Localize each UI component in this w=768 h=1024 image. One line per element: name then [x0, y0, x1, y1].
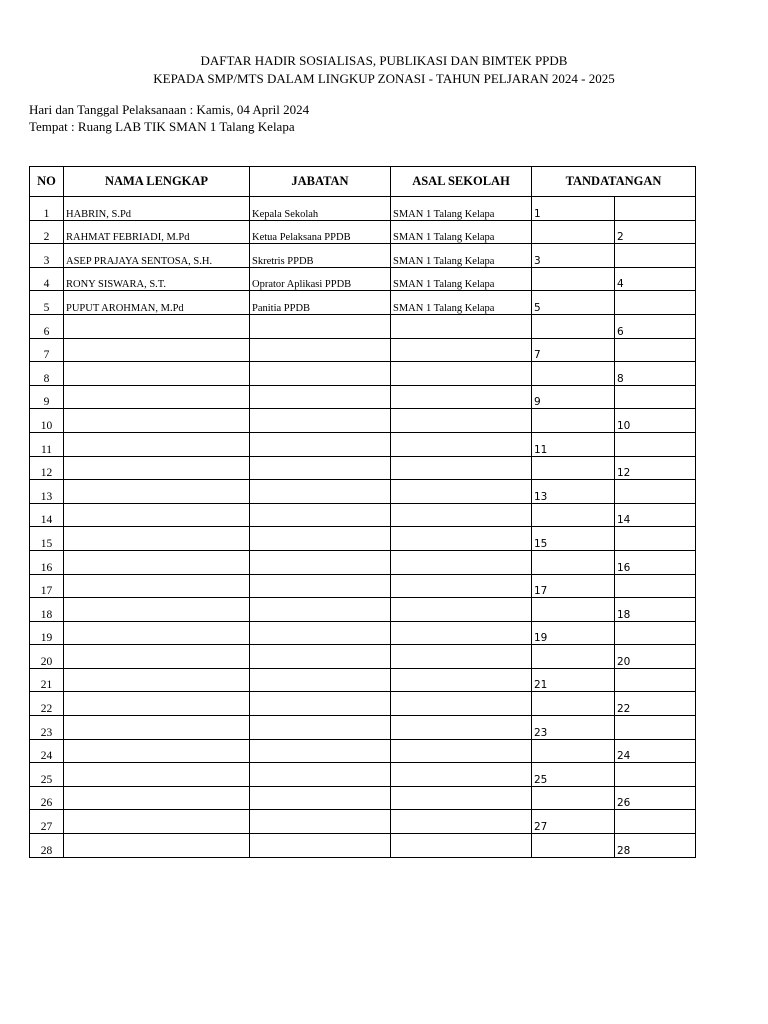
cell-no: 4 — [30, 267, 64, 291]
event-date: Hari dan Tanggal Pelaksanaan : Kamis, 04 April 2024 — [29, 102, 310, 117]
cell-signature-right: 24 — [615, 739, 696, 763]
cell-asal-sekolah: SMAN 1 Talang Kelapa — [391, 291, 532, 315]
cell-signature-right: 18 — [615, 598, 696, 622]
table-row — [30, 645, 696, 669]
cell-signature-left — [532, 314, 615, 338]
cell-signature-right — [615, 291, 696, 315]
cell-asal-sekolah — [391, 645, 532, 669]
table-row — [30, 621, 696, 645]
cell-asal-sekolah — [391, 786, 532, 810]
cell-signature-left: 7 — [532, 338, 615, 362]
cell-asal-sekolah — [391, 598, 532, 622]
cell-nama — [64, 692, 250, 716]
cell-asal-sekolah — [391, 668, 532, 692]
cell-nama: RONY SISWARA, S.T. — [64, 267, 250, 291]
cell-asal-sekolah — [391, 834, 532, 858]
cell-asal-sekolah: SMAN 1 Talang Kelapa — [391, 244, 532, 268]
cell-asal-sekolah — [391, 550, 532, 574]
cell-signature-left: 9 — [532, 385, 615, 409]
cell-no: 12 — [30, 456, 64, 480]
table-row — [30, 550, 696, 574]
header-jabatan: JABATAN — [250, 167, 391, 197]
table-row — [30, 220, 696, 244]
cell-signature-right — [615, 480, 696, 504]
cell-nama — [64, 409, 250, 433]
cell-jabatan — [250, 810, 391, 834]
cell-signature-right: 14 — [615, 503, 696, 527]
cell-signature-left: 1 — [532, 197, 615, 221]
cell-asal-sekolah: SMAN 1 Talang Kelapa — [391, 197, 532, 221]
table-row — [30, 763, 696, 787]
cell-nama — [64, 786, 250, 810]
table-header-row — [30, 167, 696, 197]
cell-signature-left — [532, 267, 615, 291]
cell-jabatan — [250, 409, 391, 433]
cell-jabatan — [250, 527, 391, 551]
cell-asal-sekolah — [391, 810, 532, 834]
table-row — [30, 527, 696, 551]
table-row — [30, 244, 696, 268]
cell-no: 24 — [30, 739, 64, 763]
cell-no: 20 — [30, 645, 64, 669]
cell-no: 1 — [30, 197, 64, 221]
cell-signature-left — [532, 220, 615, 244]
cell-asal-sekolah — [391, 314, 532, 338]
cell-no: 21 — [30, 668, 64, 692]
cell-nama — [64, 338, 250, 362]
cell-nama: PUPUT AROHMAN, M.Pd — [64, 291, 250, 315]
cell-nama — [64, 456, 250, 480]
cell-asal-sekolah: SMAN 1 Talang Kelapa — [391, 220, 532, 244]
cell-jabatan — [250, 621, 391, 645]
cell-signature-left — [532, 739, 615, 763]
cell-signature-right: 4 — [615, 267, 696, 291]
cell-nama — [64, 480, 250, 504]
document-subtitle: KEPADA SMP/MTS DALAM LINGKUP ZONASI - TAHUN PELJARAN 2024 - 2025 — [153, 71, 615, 86]
header-no: NO — [30, 167, 64, 197]
cell-signature-right — [615, 716, 696, 740]
cell-signature-right — [615, 574, 696, 598]
cell-signature-right — [615, 338, 696, 362]
cell-jabatan — [250, 834, 391, 858]
cell-no: 2 — [30, 220, 64, 244]
cell-signature-left: 25 — [532, 763, 615, 787]
document-title: DAFTAR HADIR SOSIALISAS, PUBLIKASI DAN BIMTEK PPDB — [200, 53, 568, 68]
cell-asal-sekolah — [391, 503, 532, 527]
cell-nama — [64, 834, 250, 858]
header-nama: NAMA LENGKAP — [64, 167, 250, 197]
cell-asal-sekolah — [391, 362, 532, 386]
cell-no: 25 — [30, 763, 64, 787]
table-row — [30, 338, 696, 362]
cell-jabatan — [250, 645, 391, 669]
cell-signature-left: 5 — [532, 291, 615, 315]
cell-no: 26 — [30, 786, 64, 810]
cell-jabatan — [250, 598, 391, 622]
cell-asal-sekolah — [391, 527, 532, 551]
cell-signature-right: 28 — [615, 834, 696, 858]
cell-jabatan: Kepala Sekolah — [250, 197, 391, 221]
cell-no: 22 — [30, 692, 64, 716]
cell-asal-sekolah — [391, 574, 532, 598]
cell-signature-left — [532, 834, 615, 858]
event-place: Tempat : Ruang LAB TIK SMAN 1 Talang Kelapa — [29, 119, 295, 134]
cell-no: 23 — [30, 716, 64, 740]
table-row — [30, 314, 696, 338]
table-row — [30, 716, 696, 740]
cell-signature-right — [615, 197, 696, 221]
table-row — [30, 692, 696, 716]
cell-nama — [64, 314, 250, 338]
cell-signature-left: 19 — [532, 621, 615, 645]
cell-signature-left — [532, 786, 615, 810]
cell-signature-left: 11 — [532, 432, 615, 456]
cell-nama: RAHMAT FEBRIADI, M.Pd — [64, 220, 250, 244]
cell-no: 17 — [30, 574, 64, 598]
cell-nama — [64, 668, 250, 692]
cell-nama — [64, 810, 250, 834]
cell-jabatan — [250, 739, 391, 763]
cell-jabatan: Skretris PPDB — [250, 244, 391, 268]
cell-asal-sekolah — [391, 432, 532, 456]
cell-nama — [64, 645, 250, 669]
cell-jabatan — [250, 692, 391, 716]
cell-signature-left: 21 — [532, 668, 615, 692]
cell-nama — [64, 527, 250, 551]
cell-signature-left: 13 — [532, 480, 615, 504]
cell-signature-right — [615, 244, 696, 268]
table-row — [30, 668, 696, 692]
cell-nama: HABRIN, S.Pd — [64, 197, 250, 221]
cell-no: 11 — [30, 432, 64, 456]
table-row — [30, 362, 696, 386]
cell-nama — [64, 716, 250, 740]
table-row — [30, 480, 696, 504]
cell-nama: ASEP PRAJAYA SENTOSA, S.H. — [64, 244, 250, 268]
cell-signature-right — [615, 621, 696, 645]
cell-nama — [64, 432, 250, 456]
cell-asal-sekolah — [391, 763, 532, 787]
table-row — [30, 456, 696, 480]
cell-signature-right: 26 — [615, 786, 696, 810]
cell-jabatan: Oprator Aplikasi PPDB — [250, 267, 391, 291]
cell-jabatan — [250, 362, 391, 386]
table-row — [30, 834, 696, 858]
cell-asal-sekolah — [391, 480, 532, 504]
cell-no: 19 — [30, 621, 64, 645]
cell-signature-left — [532, 692, 615, 716]
cell-jabatan — [250, 786, 391, 810]
cell-signature-left: 27 — [532, 810, 615, 834]
cell-signature-right: 12 — [615, 456, 696, 480]
cell-signature-left: 15 — [532, 527, 615, 551]
cell-nama — [64, 763, 250, 787]
cell-asal-sekolah: SMAN 1 Talang Kelapa — [391, 267, 532, 291]
cell-no: 16 — [30, 550, 64, 574]
table-row — [30, 810, 696, 834]
header-tandatangan: TANDATANGAN — [532, 167, 696, 197]
cell-jabatan — [250, 503, 391, 527]
cell-signature-left — [532, 550, 615, 574]
cell-jabatan — [250, 574, 391, 598]
table-row — [30, 267, 696, 291]
cell-signature-right — [615, 668, 696, 692]
table-row — [30, 786, 696, 810]
cell-jabatan — [250, 385, 391, 409]
cell-no: 8 — [30, 362, 64, 386]
cell-asal-sekolah — [391, 692, 532, 716]
cell-nama — [64, 621, 250, 645]
cell-no: 3 — [30, 244, 64, 268]
cell-signature-right: 6 — [615, 314, 696, 338]
cell-nama — [64, 385, 250, 409]
cell-no: 5 — [30, 291, 64, 315]
cell-signature-right — [615, 810, 696, 834]
table-row — [30, 197, 696, 221]
cell-nama — [64, 503, 250, 527]
table-row — [30, 739, 696, 763]
cell-jabatan — [250, 456, 391, 480]
cell-signature-left — [532, 456, 615, 480]
cell-no: 15 — [30, 527, 64, 551]
cell-signature-right: 2 — [615, 220, 696, 244]
cell-signature-right: 8 — [615, 362, 696, 386]
cell-asal-sekolah — [391, 338, 532, 362]
cell-signature-left: 3 — [532, 244, 615, 268]
cell-asal-sekolah — [391, 456, 532, 480]
cell-signature-right — [615, 527, 696, 551]
cell-asal-sekolah — [391, 621, 532, 645]
cell-no: 14 — [30, 503, 64, 527]
cell-jabatan — [250, 716, 391, 740]
cell-nama — [64, 739, 250, 763]
cell-signature-left — [532, 645, 615, 669]
cell-signature-right: 22 — [615, 692, 696, 716]
cell-jabatan — [250, 314, 391, 338]
table-row — [30, 598, 696, 622]
cell-no: 9 — [30, 385, 64, 409]
cell-jabatan — [250, 668, 391, 692]
cell-no: 13 — [30, 480, 64, 504]
cell-jabatan: Ketua Pelaksana PPDB — [250, 220, 391, 244]
table-row — [30, 574, 696, 598]
cell-jabatan — [250, 763, 391, 787]
table-body — [30, 197, 696, 858]
cell-signature-right — [615, 763, 696, 787]
cell-nama — [64, 598, 250, 622]
table-row — [30, 432, 696, 456]
cell-no: 28 — [30, 834, 64, 858]
cell-signature-right: 16 — [615, 550, 696, 574]
cell-asal-sekolah — [391, 716, 532, 740]
cell-jabatan: Panitia PPDB — [250, 291, 391, 315]
cell-no: 18 — [30, 598, 64, 622]
cell-jabatan — [250, 338, 391, 362]
cell-signature-left — [532, 362, 615, 386]
cell-signature-right — [615, 432, 696, 456]
cell-no: 6 — [30, 314, 64, 338]
cell-no: 7 — [30, 338, 64, 362]
header-asal-sekolah: ASAL SEKOLAH — [391, 167, 532, 197]
cell-asal-sekolah — [391, 739, 532, 763]
cell-asal-sekolah — [391, 385, 532, 409]
cell-jabatan — [250, 432, 391, 456]
table-row — [30, 503, 696, 527]
cell-nama — [64, 574, 250, 598]
table-row — [30, 385, 696, 409]
cell-jabatan — [250, 550, 391, 574]
cell-signature-left — [532, 598, 615, 622]
table-row — [30, 409, 696, 433]
cell-signature-left: 23 — [532, 716, 615, 740]
cell-nama — [64, 550, 250, 574]
attendance-table — [29, 166, 696, 858]
cell-signature-right — [615, 385, 696, 409]
cell-no: 10 — [30, 409, 64, 433]
cell-signature-left: 17 — [532, 574, 615, 598]
cell-signature-left — [532, 503, 615, 527]
cell-jabatan — [250, 480, 391, 504]
cell-no: 27 — [30, 810, 64, 834]
cell-signature-left — [532, 409, 615, 433]
cell-signature-right: 20 — [615, 645, 696, 669]
cell-signature-right: 10 — [615, 409, 696, 433]
cell-nama — [64, 362, 250, 386]
table-row — [30, 291, 696, 315]
cell-asal-sekolah — [391, 409, 532, 433]
